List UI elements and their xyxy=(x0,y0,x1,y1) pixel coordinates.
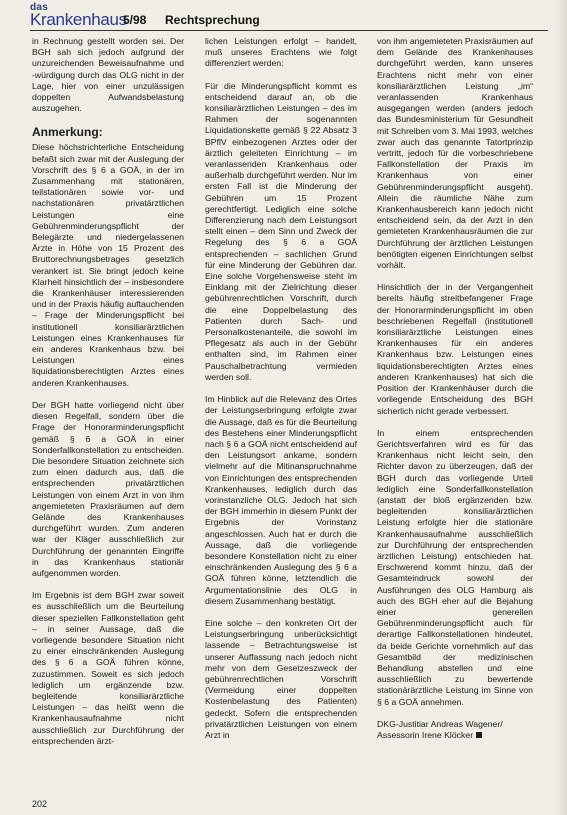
author-line-1: DKG-Justitiar Andreas Wagener/ xyxy=(377,718,503,729)
header-rule xyxy=(30,30,548,31)
paragraph: Im Ergebnis ist dem BGH zwar soweit es ausschließlich um die Beurteilung dieser speziellen Fallkonstellation geht – in seiner Aussage, daß die vorliegende besondere Situation nicht zu einer einschränkenden Auslegung des § 6 a GOÄ führen könne, zuzustimmen. Soweit es sich jedoch lediglich um ergänzende bzw. begleitende konsiliarärztliche Leistungen – das heißt wenn die Krankenhausaufnahme nicht ausschließlich zur Durchführung der entsprechenden ärzt- xyxy=(32,590,184,746)
annotation-heading: Anmerkung: xyxy=(32,125,103,140)
column-2 xyxy=(205,36,357,752)
author-line-2: Assessorin Irene Klöcker xyxy=(377,729,474,740)
column-1 xyxy=(32,36,184,758)
paragraph: lichen Leistungen erfolgt – handelt, muß unseres Erachtens wie folgt differenziert werden: xyxy=(205,36,357,69)
page-edge-shadow xyxy=(555,0,567,815)
end-of-article-icon xyxy=(476,732,482,738)
issue-number: 5/98 xyxy=(123,13,147,27)
paragraph: von ihm angemieteten Praxisräumen auf dem Gelände des Krankenhauses durchgeführt werden, kann unseres Erachtens nicht mehr von einer konsiliarärztlichen Leistung „im“ veranlassenden Krankenhaus ausgegangen werden (anders jedoch das Bundesministerium für Gesundheit mit Schreiben vom 3. Mai 1993, welches zwar auch das genannte Tatortprinzip vertritt, jedoch für die vorbeschriebene Fallkonstellation der Praxis im Krankenhaus von einer Gebührenminderungspflicht ausgeht). Allein die räumliche Nähe zum Krankenhausbereich kann jedoch nicht entscheidend sein, da der Arzt in den gemieteten Krankenhausräumen die zur Durchführung der ärztlichen Leistungen benötigten eigenen Einrichtungen selbst vorhält. xyxy=(377,36,533,271)
paragraph: in Rechnung gestellt worden sei. Der BGH sah sich jedoch aufgrund der unzureichenden Beweisaufnahme und -würdigung durch das OLG nicht in der Lage, hier von einer unzulässigen doppelten Aufwandsbelastung auszugehen. xyxy=(32,36,184,114)
section-title: Rechtsprechung xyxy=(165,13,260,27)
column-3 xyxy=(377,36,533,752)
masthead xyxy=(30,2,550,32)
paragraph: Für die Minderungspflicht kommt es entscheidend darauf an, ob die konsiliarärztlichen Leistungen – des im Rahmen der sogenannten Liquidationskette gemäß § 22 Absatz 3 BPflV einbezogenen Arztes oder der ärztlich geleiteten Einrichtung – im veranlassenden Krankenhaus oder außerhalb durchgeführt werden. Nur im ersten Fall ist die Minderung der Gebühren um 15 Prozent gerechtfertigt. Lediglich eine solche Differenzierung nach dem Leistungsort stellt einen – dem Sinn und Zweck der Regelung des § 6 a GOÄ entsprechenden – sachlichen Grund für eine Minderung der Gebühren dar. Eine solche Vorgehensweise steht im Einklang mit der Zielrichtung dieser gebührenrechtlichen Vorschrift, durch die eine Doppelbelastung des Patienten durch Sach- und Personalkostenanteile, die sowohl im Pflegesatz als auch in der Gebühr enthalten sind, im Rahmen einer Pauschalbetrachtung vermieden werden soll. xyxy=(205,80,357,382)
paragraph: Eine solche – den konkreten Ort der Leistungserbringung unberücksichtigt lassende – Betrachtungsweise ist unserer Auffassung nach jedoch nicht mehr von dem Gesetzeszweck der gebührenrechtlichen Vorschrift (Vermeidung einer doppelten Kostenbelastung des Patienten) gedeckt. Sofern die entsprechenden privatärztlichen Leistungen von einem Arzt in xyxy=(205,617,357,740)
paragraph: Hinsichtlich der in der Vergangenheit bereits häufig streitbefangener Frage der Honorarminderungspflicht im oben beschriebenen Regelfall (institutionell konsiliarärztliche Leistungen eines Krankenhauses für ein anderes Krankenhaus bzw. Leistungen eines liquidationsberechtigten Arztes eines anderen Krankenhauses) hat sich die Position der Krankenhäuser durch die vorliegende Entscheidung des BGH sicherlich nicht gerade verbessert. xyxy=(377,282,533,416)
logo-krankenhaus: Krankenhaus xyxy=(30,10,127,29)
author-signature xyxy=(377,719,533,741)
page-number: 202 xyxy=(32,799,48,809)
logo-das: das xyxy=(30,2,49,13)
paragraph: Der BGH hatte vorliegend nicht über diesen Regelfall, sondern über die Frage der Honorarminderungspflicht gemäß § 6 a GOÄ in einer Sonderfallkonstellation zu entscheiden. Die besondere Situation zeichnete sich zum einen dadurch aus, daß die entsprechenden privatärztlichen Leistungen von einem Arzt in von ihm angemieteten Praxisräumen auf dem Gelände des Krankenhauses durchgeführt wurden. Zum anderen war der Kläger ausschließlich zur Durchführung der genannten Eingriffe in das Krankenhaus stationär aufgenommen worden. xyxy=(32,399,184,578)
paragraph: Diese höchstrichterliche Entscheidung befaßt sich zwar mit der Auslegung der Vorschrift des § 6 a GOÄ, in der im Zusammenhang mit stationären, teilstationären sowie vor- und nachstationären privatärztlichen Leistungen eine Gebührenminderungspflicht der Belegärzte und niedergelassenen Ärzte in Höhe von 15 Prozent des Bruttorechnungsbetrages gesetzlich verankert ist. Sie bringt jedoch keine Klarheit hinsichtlich der – insbesondere die Krankenhäuser interessierenden und in der Praxis häufig auftauchenden – Frage der Minderungspflicht bei institutionell konsiliarärztlichen Leistungen eines Krankenhauses für ein anderes Krankenhaus bzw. bei Leistungen eines liquidationsberechtigten Arztes eines anderen Krankenhauses. xyxy=(32,142,184,388)
paragraph: In einem entsprechenden Gerichtsverfahren wird es für das Krankenhaus nicht leicht sein, den Richter davon zu überzeugen, daß der BGH durch das vorliegende Urteil lediglich eine Sonderfallkonstellation (anstatt der bloß ergänzenden bzw. begleitenden konsiliarärztlichen Leistung erfolgte hier die stationäre Krankenhausaufnahme ausschließlich zur Durchführung der entsprechenden ärztlichen Leistung) entschieden hat. Erschwerend kommt hinzu, daß der Gesamteindruck sowohl der Ausführungen des OLG Hamburg als auch des BGH eher auf die Bejahung einer generellen Gebührenminderungspflicht auch für derartige Fallkonstellationen hindeutet, da beide Gerichte vornehmlich auf das Gesamtbild der medizinischen Behandlung abstellen und eine ausschließlich zu bewertende stationärärztliche Leistung im Sinne von § 6 a GOÄ annehmen. xyxy=(377,427,533,707)
paragraph: Im Hinblick auf die Relevanz des Ortes der Leistungserbringung erfolgte zwar die Aussage, daß es für die Beurteilung des Bestehens einer Minderungspflicht nach § 6 a GOÄ nicht entscheidend auf den Leistungsort ankame, sondern vielmehr auf die Mitinanspruchnahme von Einrichtungen des entsprechenden Krankenhauses, lediglich durch das vorinstanzliche OLG. Jedoch hat sich der BGH immerhin in diesem Punkt der Ergebnis der Vorinstanz angeschlossen. Auch hat er durch die Aussage, daß die vorliegende besondere Konstellation nicht zu einer einschränkenden Auslegung des § 6 a GOÄ führen könne, letztendlich die Argumentationslinie des OLG in diesem Zusammenhang bestätigt. xyxy=(205,394,357,606)
